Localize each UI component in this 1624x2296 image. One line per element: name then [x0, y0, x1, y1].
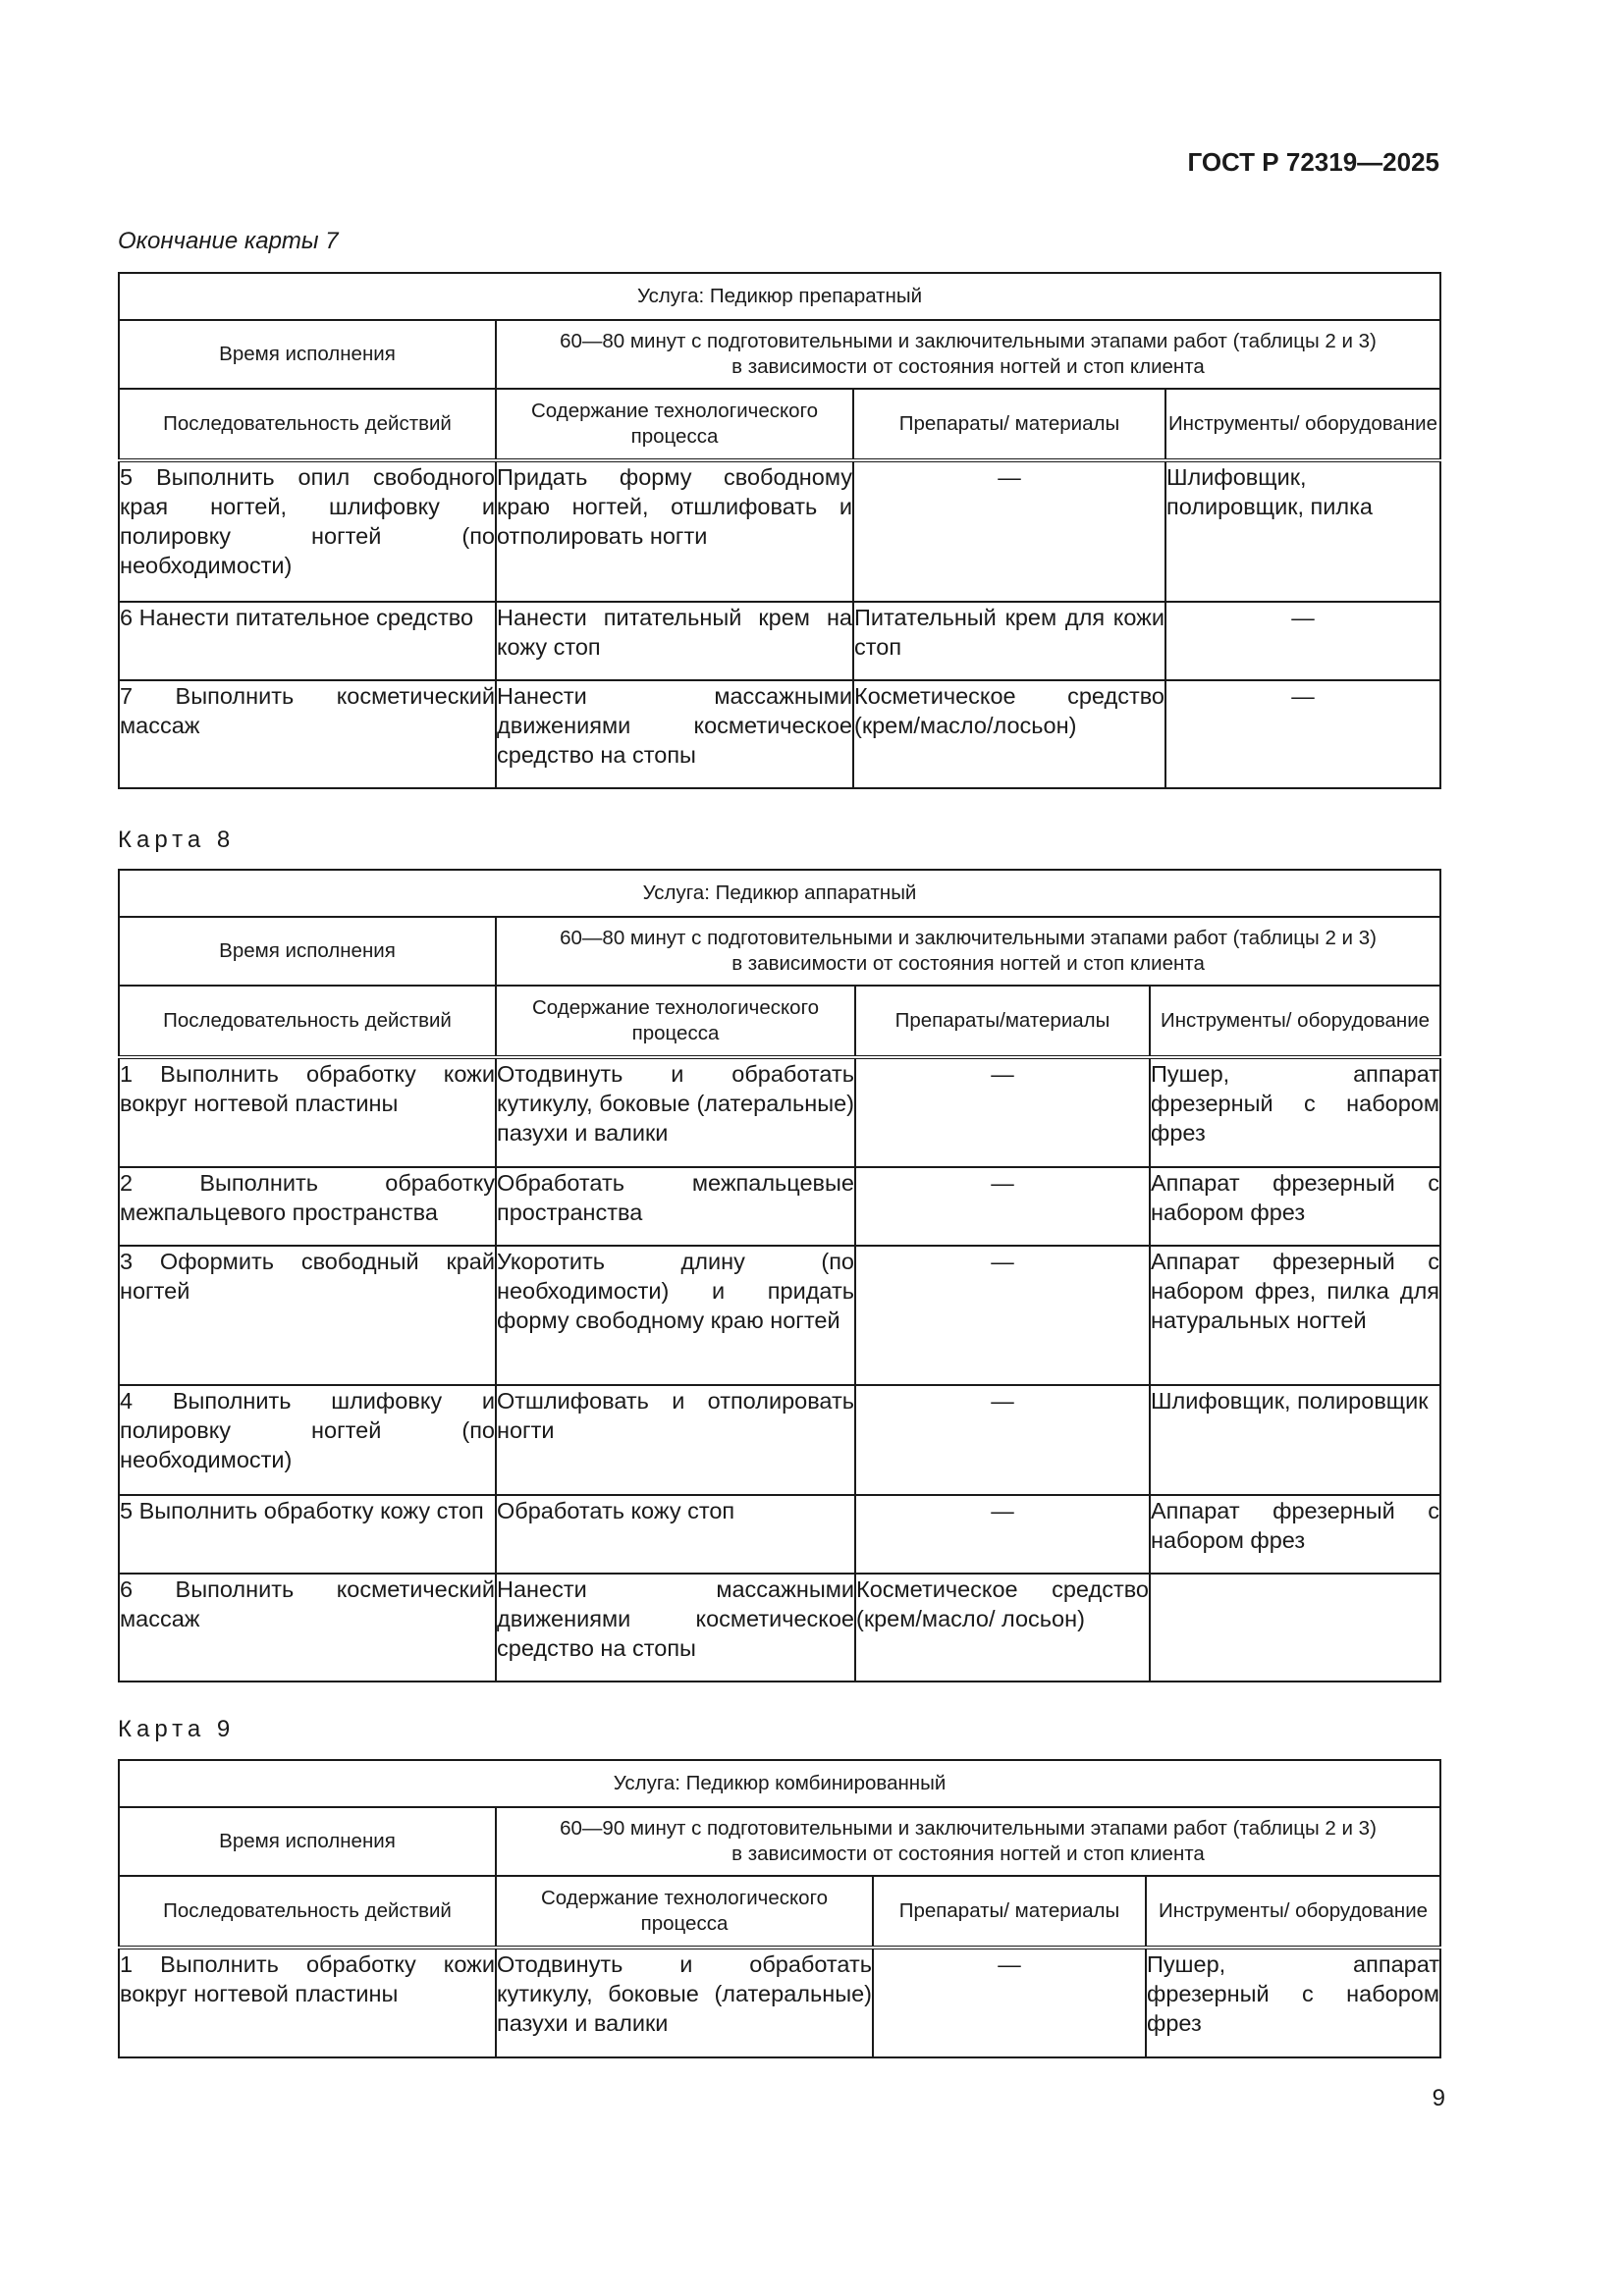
column-header-tools: Инструменты/ оборудование [1165, 389, 1440, 460]
materials-cell: — [873, 1948, 1146, 2057]
content-cell: Отшлифовать и отполировать ногти [496, 1385, 855, 1495]
tools-cell: Шлифовщик, полировщик, пилка [1165, 460, 1440, 602]
service-card-table [118, 869, 1441, 1682]
tools-cell: — [1165, 680, 1440, 788]
materials-cell: Питательный крем для кожи стоп [853, 602, 1165, 680]
step-cell: 1 Выполнить обработку кожи вокруг ногтевой пластины [119, 1948, 496, 2057]
column-header-steps: Последовательность действий [119, 389, 496, 460]
section-caption: Карта 8 [118, 827, 236, 853]
tools-cell: Аппарат фрезерный с набором фрез [1150, 1167, 1440, 1246]
materials-cell: Косметическое средство (крем/масло/ лосьон) [855, 1574, 1150, 1682]
time-label: Время исполнения [119, 320, 496, 389]
table-row [119, 1246, 1440, 1385]
section-caption: Карта 9 [118, 1716, 236, 1742]
tools-cell: Пушер, аппарат фрезерный с набором фрез [1146, 1948, 1440, 2057]
column-header-content: Содержание технологического процесса [496, 389, 853, 460]
step-cell: 3 Оформить свободный край ногтей [119, 1246, 496, 1385]
table-row [119, 1385, 1440, 1495]
step-cell: 5 Выполнить обработку кожу стоп [119, 1495, 496, 1574]
table-row [119, 1574, 1440, 1682]
column-header-steps: Последовательность действий [119, 1876, 496, 1948]
time-value: 60—80 минут с подготовительными и заключительными этапами работ (таблицы 2 и 3) в зависимости от состояния ногтей и стоп клиента [496, 320, 1440, 389]
content-cell: Нанести питательный крем на кожу стоп [496, 602, 853, 680]
column-header-tools: Инструменты/ оборудование [1150, 986, 1440, 1057]
service-title: Услуга: Педикюр аппаратный [119, 870, 1440, 917]
step-cell: 6 Выполнить косметический массаж [119, 1574, 496, 1682]
content-cell: Отодвинуть и обработать кутикулу, боковые (латеральные) пазухи и валики [496, 1057, 855, 1167]
table-row [119, 1167, 1440, 1246]
time-value: 60—90 минут с подготовительными и заключительными этапами работ (таблицы 2 и 3) в зависимости от состояния ногтей и стоп клиента [496, 1807, 1440, 1876]
step-cell: 5 Выполнить опил свободного края ногтей, шлифовку и полировку ногтей (по необходимости) [119, 460, 496, 602]
tools-cell: Аппарат фрезерный с набором фрез, пилка для натуральных ногтей [1150, 1246, 1440, 1385]
tools-cell [1150, 1574, 1440, 1682]
page-number: 9 [1432, 2085, 1445, 2111]
table-row [119, 1057, 1440, 1167]
table-row [119, 602, 1440, 680]
content-cell: Обработать кожу стоп [496, 1495, 855, 1574]
content-cell: Отодвинуть и обработать кутикулу, боковые (латеральные) пазухи и валики [496, 1948, 873, 2057]
service-title: Услуга: Педикюр комбинированный [119, 1760, 1440, 1807]
materials-cell: — [855, 1057, 1150, 1167]
table-row [119, 680, 1440, 788]
content-cell: Придать форму свободному краю ногтей, отшлифовать и отполировать ногти [496, 460, 853, 602]
materials-cell: — [855, 1246, 1150, 1385]
service-card-table [118, 272, 1441, 789]
column-header-materials: Препараты/ материалы [853, 389, 1165, 460]
step-cell: 2 Выполнить обработку межпальцевого пространства [119, 1167, 496, 1246]
content-cell: Укоротить длину (по необходимости) и придать форму свободному краю ногтей [496, 1246, 855, 1385]
service-card-table [118, 1759, 1441, 2058]
tools-cell: Шлифовщик, полировщик [1150, 1385, 1440, 1495]
column-header-materials: Препараты/материалы [855, 986, 1150, 1057]
materials-cell: — [853, 460, 1165, 602]
step-cell: 4 Выполнить шлифовку и полировку ногтей (по необходимости) [119, 1385, 496, 1495]
materials-cell: — [855, 1495, 1150, 1574]
time-label: Время исполнения [119, 1807, 496, 1876]
table-row [119, 1495, 1440, 1574]
content-cell: Обработать межпальцевые пространства [496, 1167, 855, 1246]
materials-cell: — [855, 1385, 1150, 1495]
tools-cell: Аппарат фрезерный с набором фрез [1150, 1495, 1440, 1574]
content-cell: Нанести массажными движениями косметическое средство на стопы [496, 680, 853, 788]
section-caption: Окончание карты 7 [118, 228, 339, 254]
standard-number: ГОСТ Р 72319—2025 [1187, 147, 1439, 177]
time-label: Время исполнения [119, 917, 496, 986]
column-header-steps: Последовательность действий [119, 986, 496, 1057]
service-title: Услуга: Педикюр препаратный [119, 273, 1440, 320]
step-cell: 7 Выполнить косметический массаж [119, 680, 496, 788]
table-row [119, 460, 1440, 602]
content-cell: Нанести массажными движениями косметическое средство на стопы [496, 1574, 855, 1682]
step-cell: 1 Выполнить обработку кожи вокруг ногтевой пластины [119, 1057, 496, 1167]
column-header-tools: Инструменты/ оборудование [1146, 1876, 1440, 1948]
tools-cell: — [1165, 602, 1440, 680]
materials-cell: — [855, 1167, 1150, 1246]
table-row [119, 1948, 1440, 2057]
column-header-materials: Препараты/ материалы [873, 1876, 1146, 1948]
materials-cell: Косметическое средство (крем/масло/лосьон) [853, 680, 1165, 788]
step-cell: 6 Нанести питательное средство [119, 602, 496, 680]
column-header-content: Содержание технологического процесса [496, 986, 855, 1057]
tools-cell: Пушер, аппарат фрезерный с набором фрез [1150, 1057, 1440, 1167]
time-value: 60—80 минут с подготовительными и заключительными этапами работ (таблицы 2 и 3) в зависимости от состояния ногтей и стоп клиента [496, 917, 1440, 986]
column-header-content: Содержание технологического процесса [496, 1876, 873, 1948]
